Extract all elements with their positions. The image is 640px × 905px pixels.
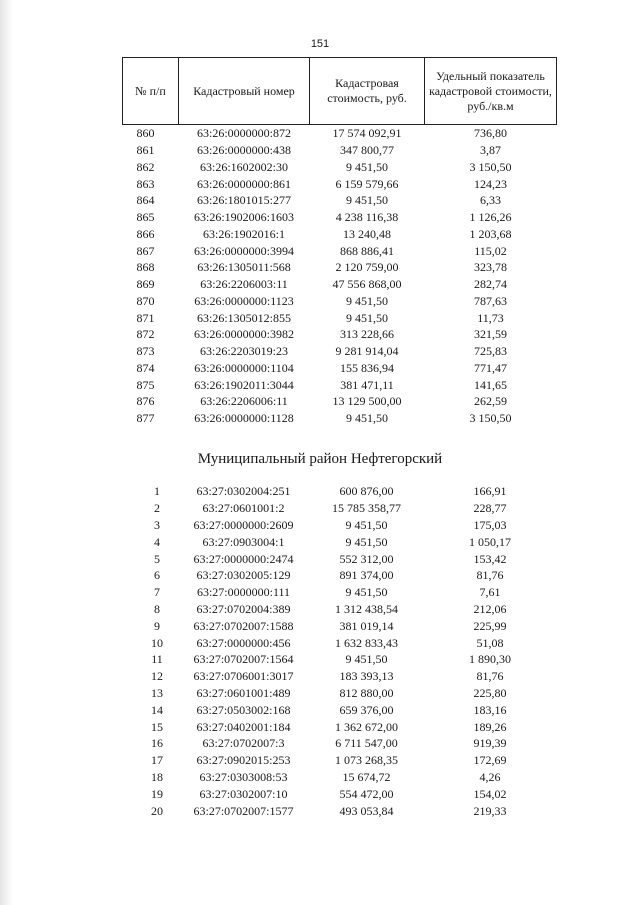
cell-specific-value: 175,03 (473, 517, 507, 532)
cell-cadastral-value: 47 556 868,00 (332, 277, 402, 292)
cell-specific-value: 3 150,50 (469, 159, 512, 174)
cell-cadastral-number: 63:27:0902015:253 (196, 753, 291, 768)
cell-cadastral-number: 63:27:0702007:1564 (193, 652, 294, 667)
cell-specific-value: 228,77 (473, 501, 507, 516)
cell-row-number: 870 (136, 293, 155, 308)
table-row (123, 142, 557, 159)
cell-cadastral-value: 17 574 092,91 (332, 126, 402, 141)
cell-row-number: 862 (136, 159, 155, 174)
cell-row-number: 11 (151, 652, 163, 667)
cell-row-number: 1 (154, 484, 160, 499)
cell-row-number: 868 (136, 260, 155, 275)
cell-cadastral-value: 600 876,00 (339, 484, 394, 499)
table-row (123, 393, 557, 410)
cell-cadastral-value: 1 073 268,35 (335, 753, 398, 768)
cell-specific-value: 219,33 (473, 803, 507, 818)
cell-specific-value: 3,87 (480, 143, 501, 158)
cell-cadastral-value: 868 886,41 (340, 243, 394, 258)
cell-specific-value: 1 890,30 (469, 652, 511, 667)
cell-cadastral-number: 63:27:0702004:389 (196, 601, 291, 616)
table-row (122, 769, 556, 786)
cell-specific-value: 81,76 (476, 669, 504, 684)
table-row (123, 209, 557, 226)
cell-cadastral-number: 63:26:1902006:1603 (193, 210, 294, 225)
cell-cadastral-number: 63:27:0702007:1577 (193, 803, 294, 818)
cell-cadastral-value: 15 785 358,77 (332, 501, 401, 516)
cell-cadastral-value: 812 880,00 (339, 685, 394, 700)
cell-cadastral-number: 63:27:0601001:2 (202, 501, 285, 516)
table-body-top (123, 125, 557, 427)
table-row (122, 785, 556, 802)
cell-row-number: 19 (151, 786, 163, 801)
cell-row-number: 2 (154, 501, 160, 516)
cell-cadastral-number: 63:26:1902011:3044 (194, 377, 294, 392)
cell-row-number: 14 (151, 702, 163, 717)
cell-cadastral-number: 63:27:0402001:184 (196, 719, 291, 734)
cell-cadastral-number: 63:26:0000000:438 (196, 143, 291, 158)
table-body-bottom (122, 483, 556, 819)
cell-cadastral-value: 4 238 116,38 (335, 210, 399, 225)
table-row (122, 718, 556, 735)
table-row (122, 668, 556, 685)
cell-cadastral-number: 63:27:0302005:129 (196, 568, 291, 583)
cell-cadastral-value: 9 451,50 (346, 310, 388, 325)
cell-specific-value: 7,61 (479, 585, 501, 600)
table-row (122, 752, 556, 769)
table-row (122, 517, 556, 534)
cell-specific-value: 3 150,50 (469, 411, 512, 426)
table-row (123, 226, 557, 243)
table-row (123, 376, 557, 393)
table-row (123, 242, 557, 259)
cell-cadastral-number: 63:26:1801015:277 (196, 193, 291, 208)
cell-cadastral-value: 6 159 579,66 (335, 176, 399, 191)
table-row (123, 293, 557, 310)
table-row (123, 326, 557, 343)
table-row (122, 651, 556, 668)
cell-cadastral-value: 9 281 914,04 (335, 344, 399, 359)
cell-row-number: 872 (136, 327, 155, 342)
table-row (122, 701, 556, 718)
cell-cadastral-value: 6 711 547,00 (335, 736, 398, 751)
cell-cadastral-value: 13 129 500,00 (332, 394, 402, 409)
cell-row-number: 5 (154, 551, 160, 566)
cell-cadastral-value: 9 451,50 (346, 411, 388, 426)
cell-row-number: 864 (136, 193, 155, 208)
table-row (122, 802, 556, 819)
cell-cadastral-number: 63:26:0000000:1104 (194, 360, 294, 375)
cell-specific-value: 725,83 (474, 344, 507, 359)
cell-specific-value: 141,65 (474, 377, 507, 392)
table-row (123, 309, 557, 326)
table-row (123, 259, 557, 276)
table-row (123, 276, 557, 293)
cell-cadastral-value: 381 019,14 (339, 618, 394, 633)
cell-cadastral-number: 63:26:2203019:23 (199, 344, 288, 359)
cell-cadastral-value: 13 240,48 (343, 226, 391, 241)
cell-row-number: 9 (154, 618, 160, 633)
cell-specific-value: 321,59 (474, 327, 507, 342)
cell-row-number: 17 (151, 753, 163, 768)
cell-cadastral-number: 63:26:0000000:1128 (194, 411, 294, 426)
cell-row-number: 12 (151, 669, 163, 684)
header-col-cadastral-value: Кадастровая стоимость, руб. (310, 58, 425, 125)
cell-specific-value: 1 203,68 (469, 226, 512, 241)
cell-cadastral-number: 63:26:2206006:11 (200, 394, 288, 409)
cell-specific-value: 115,02 (474, 243, 507, 258)
cell-cadastral-number: 63:27:0903004:1 (202, 534, 285, 549)
cell-specific-value: 771,47 (474, 360, 507, 375)
cell-row-number: 860 (136, 126, 155, 141)
cell-row-number: 863 (136, 176, 155, 191)
cell-specific-value: 323,78 (474, 260, 507, 275)
cell-cadastral-value: 1 632 833,43 (335, 635, 398, 650)
cell-cadastral-number: 63:27:0000000:2474 (193, 551, 294, 566)
cell-cadastral-value: 659 376,00 (339, 702, 394, 717)
cell-specific-value: 154,02 (473, 786, 507, 801)
cell-cadastral-value: 9 451,50 (345, 534, 388, 549)
cell-cadastral-value: 9 451,50 (345, 517, 388, 532)
table-row (123, 175, 557, 192)
cell-row-number: 873 (136, 344, 155, 359)
cell-cadastral-number: 63:27:0702007:3 (202, 736, 285, 751)
cell-cadastral-number: 63:26:1305012:855 (196, 310, 291, 325)
cell-specific-value: 4,26 (479, 769, 501, 784)
cell-row-number: 8 (154, 601, 160, 616)
cell-cadastral-value: 15 674,72 (342, 769, 391, 784)
cell-cadastral-value: 2 120 759,00 (335, 260, 399, 275)
cell-cadastral-number: 63:27:0706001:3017 (193, 669, 294, 684)
table-row (122, 584, 556, 601)
cell-specific-value: 212,06 (473, 601, 507, 616)
cell-cadastral-number: 63:26:0000000:3982 (193, 327, 294, 342)
cell-row-number: 877 (136, 411, 155, 426)
cell-cadastral-value: 9 451,50 (345, 652, 388, 667)
cell-specific-value: 736,80 (474, 126, 507, 141)
table-row (122, 685, 556, 702)
cell-specific-value: 1 050,17 (469, 534, 511, 549)
cell-row-number: 4 (154, 534, 160, 549)
cell-row-number: 20 (151, 803, 163, 818)
neftegorsky-table (122, 483, 556, 819)
header-col-no: № п/п (123, 58, 179, 125)
cell-row-number: 6 (154, 568, 160, 583)
page-number: 151 (310, 38, 330, 50)
cell-specific-value: 787,63 (474, 293, 507, 308)
table-row (122, 533, 556, 550)
section-title: Муниципальный район Нефтегорский (197, 451, 443, 467)
cell-cadastral-value: 9 451,50 (346, 159, 388, 174)
cell-specific-value: 81,76 (476, 568, 504, 583)
cell-cadastral-value: 9 451,50 (346, 293, 388, 308)
cell-cadastral-number: 63:26:0000000:3994 (193, 243, 294, 258)
cell-row-number: 874 (136, 360, 155, 375)
cell-cadastral-number: 63:27:0302004:251 (196, 484, 291, 499)
cell-row-number: 866 (136, 226, 155, 241)
table-row (123, 360, 557, 377)
header-col-cadastral-number: Кадастровый номер (179, 58, 310, 125)
cell-specific-value: 189,26 (473, 719, 507, 734)
cell-cadastral-number: 63:26:1602002:30 (199, 159, 288, 174)
table-row (123, 343, 557, 360)
cell-specific-value: 11,73 (477, 310, 504, 325)
cell-specific-value: 6,33 (480, 193, 501, 208)
cell-cadastral-value: 9 451,50 (345, 585, 388, 600)
cell-row-number: 7 (154, 585, 160, 600)
cell-cadastral-number: 63:26:1902016:1 (202, 226, 285, 241)
cell-specific-value: 166,91 (473, 484, 507, 499)
table-row (123, 410, 557, 427)
cell-row-number: 13 (151, 685, 163, 700)
table-row (123, 159, 557, 176)
table-row (122, 550, 556, 567)
cell-specific-value: 172,69 (473, 753, 507, 768)
cell-specific-value: 183,16 (473, 702, 507, 717)
table-header (123, 58, 557, 125)
cell-cadastral-number: 63:27:0503002:168 (196, 702, 291, 717)
cell-cadastral-value: 155 836,94 (340, 360, 394, 375)
table-row (122, 634, 556, 651)
cell-cadastral-number: 63:26:0000000:861 (196, 176, 291, 191)
table-row (123, 192, 557, 209)
cell-cadastral-value: 493 053,84 (339, 803, 394, 818)
cell-specific-value: 153,42 (473, 551, 507, 566)
cell-cadastral-number: 63:27:0303008:53 (199, 769, 288, 784)
cell-cadastral-value: 1 362 672,00 (335, 719, 398, 734)
table-row (122, 601, 556, 618)
table-row (122, 567, 556, 584)
cell-cadastral-number: 63:27:0000000:456 (196, 635, 291, 650)
cell-row-number: 3 (154, 517, 160, 532)
cell-cadastral-number: 63:27:0601001:489 (196, 685, 291, 700)
cell-cadastral-value: 891 374,00 (339, 568, 394, 583)
cadastral-table (122, 57, 557, 427)
cell-row-number: 875 (136, 377, 155, 392)
cell-cadastral-number: 63:26:1305011:568 (197, 260, 291, 275)
cell-cadastral-number: 63:26:2206003:11 (200, 277, 288, 292)
cell-row-number: 869 (136, 277, 155, 292)
cell-row-number: 18 (151, 769, 163, 784)
cell-specific-value: 225,80 (473, 685, 507, 700)
cell-row-number: 865 (136, 210, 155, 225)
cell-specific-value: 262,59 (474, 394, 507, 409)
cell-specific-value: 282,74 (474, 277, 507, 292)
cell-cadastral-value: 313 228,66 (340, 327, 394, 342)
cell-specific-value: 919,39 (473, 736, 507, 751)
cell-row-number: 876 (136, 394, 155, 409)
table-row (122, 483, 556, 500)
table-row (122, 617, 556, 634)
cell-specific-value: 225,99 (473, 618, 507, 633)
cell-cadastral-value: 381 471,11 (340, 377, 394, 392)
cell-cadastral-number: 63:26:0000000:1123 (194, 293, 294, 308)
cell-specific-value: 51,08 (476, 635, 504, 650)
cell-cadastral-value: 9 451,50 (346, 193, 388, 208)
table-row (123, 125, 557, 142)
table-row (122, 500, 556, 517)
cell-row-number: 15 (151, 719, 163, 734)
cell-row-number: 861 (136, 143, 155, 158)
header-col-specific-value: Удельный показатель кадастровой стоимости, руб./кв.м (425, 58, 557, 125)
cell-row-number: 871 (136, 310, 155, 325)
table-row (122, 735, 556, 752)
cell-cadastral-value: 554 472,00 (339, 786, 394, 801)
cell-cadastral-number: 63:27:0000000:2609 (193, 517, 294, 532)
cell-row-number: 16 (151, 736, 163, 751)
cell-cadastral-value: 347 800,77 (340, 143, 394, 158)
cell-cadastral-number: 63:26:0000000:872 (196, 126, 291, 141)
cell-cadastral-number: 63:27:0302007:10 (199, 786, 288, 801)
cell-cadastral-value: 1 312 438,54 (335, 601, 398, 616)
cell-cadastral-number: 63:27:0702007:1588 (193, 618, 294, 633)
cell-cadastral-number: 63:27:0000000:111 (196, 585, 291, 600)
cell-row-number: 867 (136, 243, 155, 258)
cell-specific-value: 1 126,26 (469, 210, 512, 225)
cell-cadastral-value: 183 393,13 (339, 669, 394, 684)
cell-row-number: 10 (151, 635, 163, 650)
cell-cadastral-value: 552 312,00 (339, 551, 394, 566)
cell-specific-value: 124,23 (474, 176, 507, 191)
